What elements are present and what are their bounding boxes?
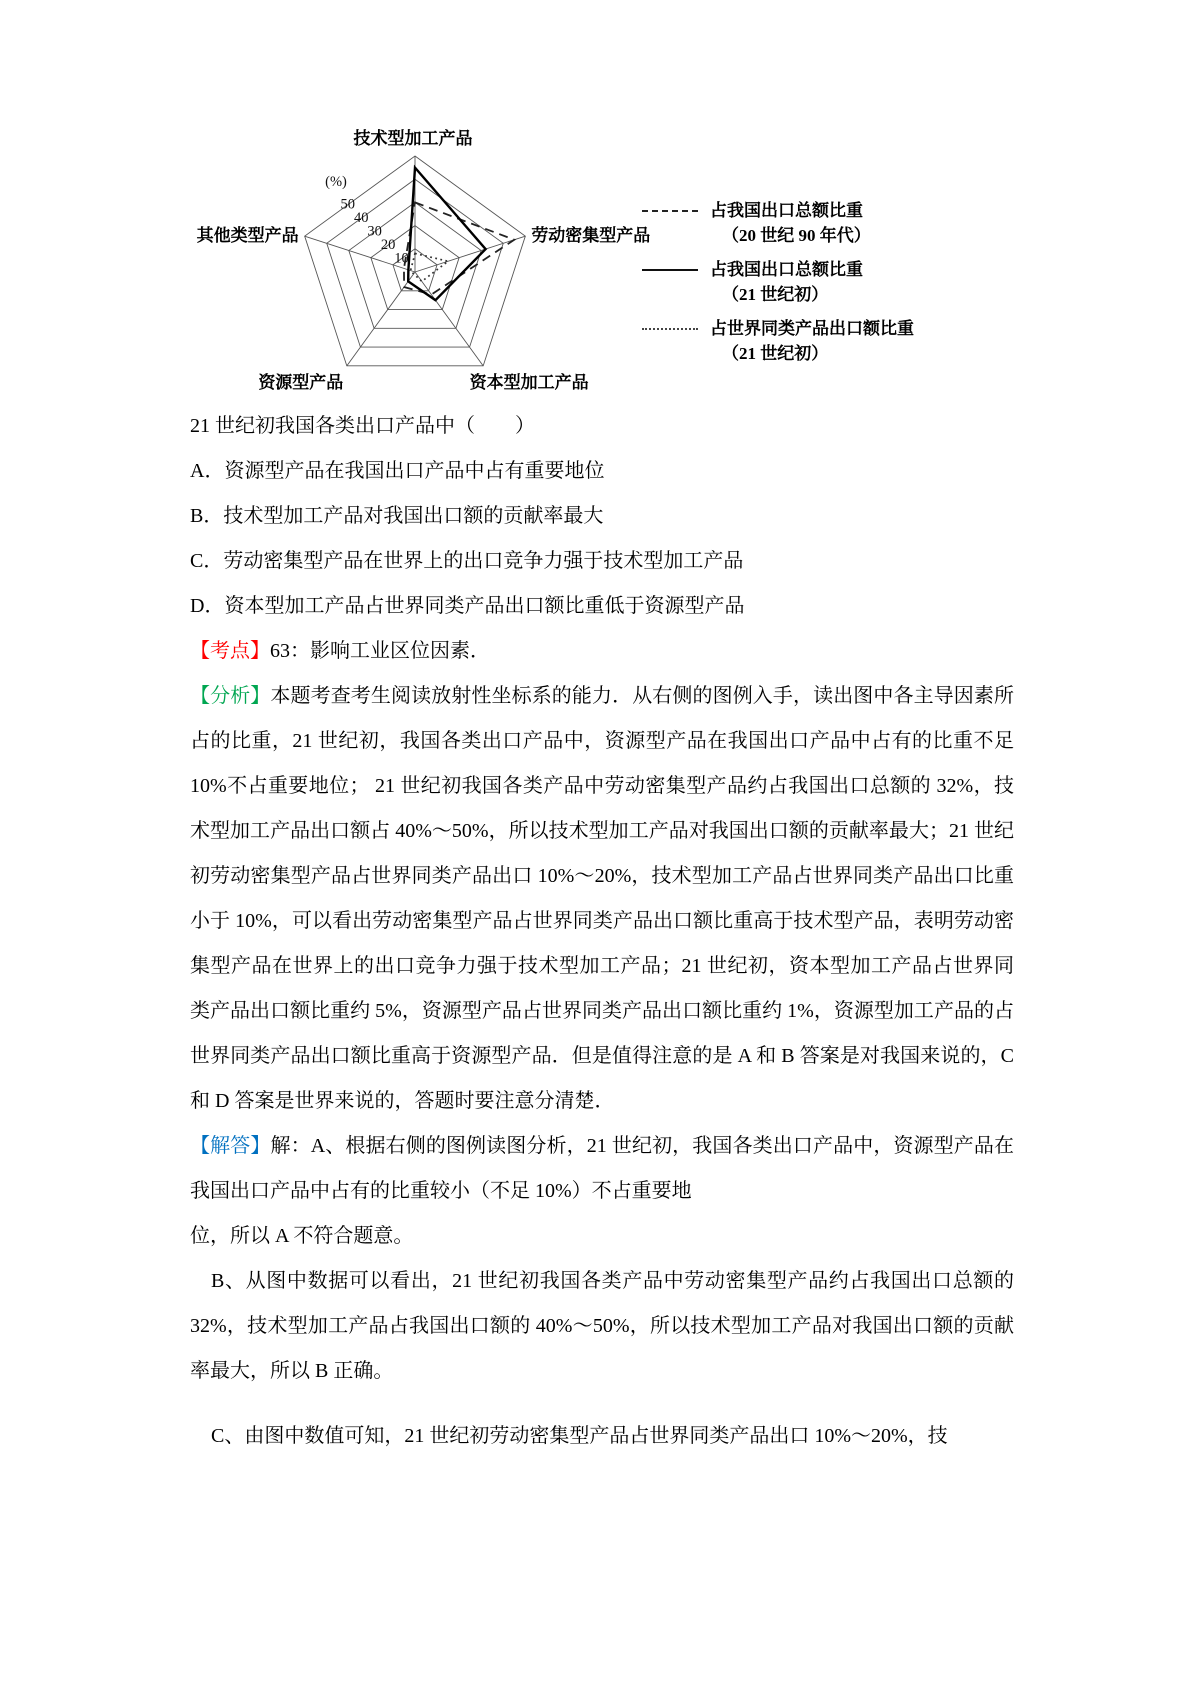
svg-text:资本型加工产品: 资本型加工产品 [469,372,589,392]
kaodian-section [190,629,1014,674]
chart-legend [642,198,1042,375]
dotted-line-icon [642,328,698,330]
jieda-label: 【解答】 [190,1135,271,1157]
radar-chart [180,122,680,412]
svg-text:资源型产品: 资源型产品 [258,372,344,392]
svg-text:40: 40 [353,210,369,227]
legend-item-21c-china [642,257,1042,307]
legend-sublabel: （21 世纪初） [722,344,829,363]
legend-item-1990s [642,198,1042,248]
jieda-text-a: 解：A、根据右侧的图例读图分析，21 世纪初，我国各类出口产品中，资源型产品在我国出口产品中占有的比重较小（不足 10%）不占重要地 [190,1135,1015,1202]
legend-sublabel: （21 世纪初） [722,285,829,304]
legend-text [710,198,871,248]
fenxi-label: 【分析】 [190,685,271,707]
svg-text:20: 20 [380,237,396,254]
legend-label: 占我国出口总额比重 [710,260,863,279]
legend-label: 占我国出口总额比重 [710,201,863,220]
question-stem: 21 世纪初我国各类出口产品中（ ） [190,415,535,437]
option-d: D．资本型加工产品占世界同类产品出口额比重低于资源型产品 [190,595,745,617]
option-a: A．资源型产品在我国出口产品中占有重要地位 [190,460,605,482]
svg-text:50: 50 [340,196,355,213]
solid-line-icon [642,269,698,271]
fenxi-text: 本题考查考生阅读放射性坐标系的能力．从右侧的图例入手，读出图中各主导因素所占的比重，21 世纪初，我国各类出口产品中，资源型产品在我国出口产品中占有的比重不足 10%不占重要地位； 21 世纪初我国各类产品中劳动密集型产品约占我国出口总额的 32%，技术型加工产品出口额占 40%～50%，所以技术型加工产品对我国出口额的贡献率最大；21 世纪初劳动密集型产品占世界同类产品出口 10%～20%，技术型加工产品占世界同类产品出口比重小于 10%，可以看出劳动密集型产品占世界同类产品出口额比重高于技术型产品，表明劳动密集型产品在世界上的出口竞争力强于技术型加工产品；21 世纪初，资本型加工产品占世界同类产品出口额比重约 5%，资源型产品占世界同类产品出口额比重约 1%，资源型加工产品的占世界同类产品出口额比重高于资源型产品．但是值得注意的是 A 和 B 答案是对我国来说的，C 和 D 答案是世界来说的，答题时要注意分清楚． [190,685,1015,1112]
jieda-section-p3: B、从图中数据可以看出，21 世纪初我国各类产品中劳动密集型产品约占我国出口总额的 32%，技术型加工产品占我国出口额的 40%～50%，所以技术型加工产品对我国出口额的贡献率最大，所以 B 正确。 [190,1270,1014,1382]
dashed-line-icon [642,210,698,212]
svg-text:其他类型产品: 其他类型产品 [196,226,299,246]
legend-text [710,316,914,366]
legend-item-21c-world [642,316,1042,366]
jieda-section-p1 [190,1124,1014,1214]
svg-text:30: 30 [367,223,382,240]
legend-text [710,257,863,307]
svg-text:技术型加工产品: 技术型加工产品 [353,129,473,148]
kaodian-text: 63：影响工业区位因素． [270,640,490,662]
svg-text:10: 10 [394,250,409,267]
fenxi-section [190,674,1014,1124]
jieda-section-p2: 位，所以 A 不符合题意。 [190,1225,414,1247]
svg-text:(%): (%) [325,174,347,190]
kaodian-label: 【考点】 [190,640,270,662]
jieda-section-p4: C、由图中数值可知，21 世纪初劳动密集型产品占世界同类产品出口 10%～20%，技 [211,1425,948,1447]
question-content [190,404,1014,1459]
option-c: C．劳动密集型产品在世界上的出口竞争力强于技术型加工产品 [190,550,744,572]
legend-sublabel: （20 世纪 90 年代） [722,226,871,245]
legend-label: 占世界同类产品出口额比重 [710,319,914,338]
option-b: B．技术型加工产品对我国出口额的贡献率最大 [190,505,604,527]
radar-figure [180,122,1060,412]
svg-text:劳动密集型产品: 劳动密集型产品 [531,226,651,246]
